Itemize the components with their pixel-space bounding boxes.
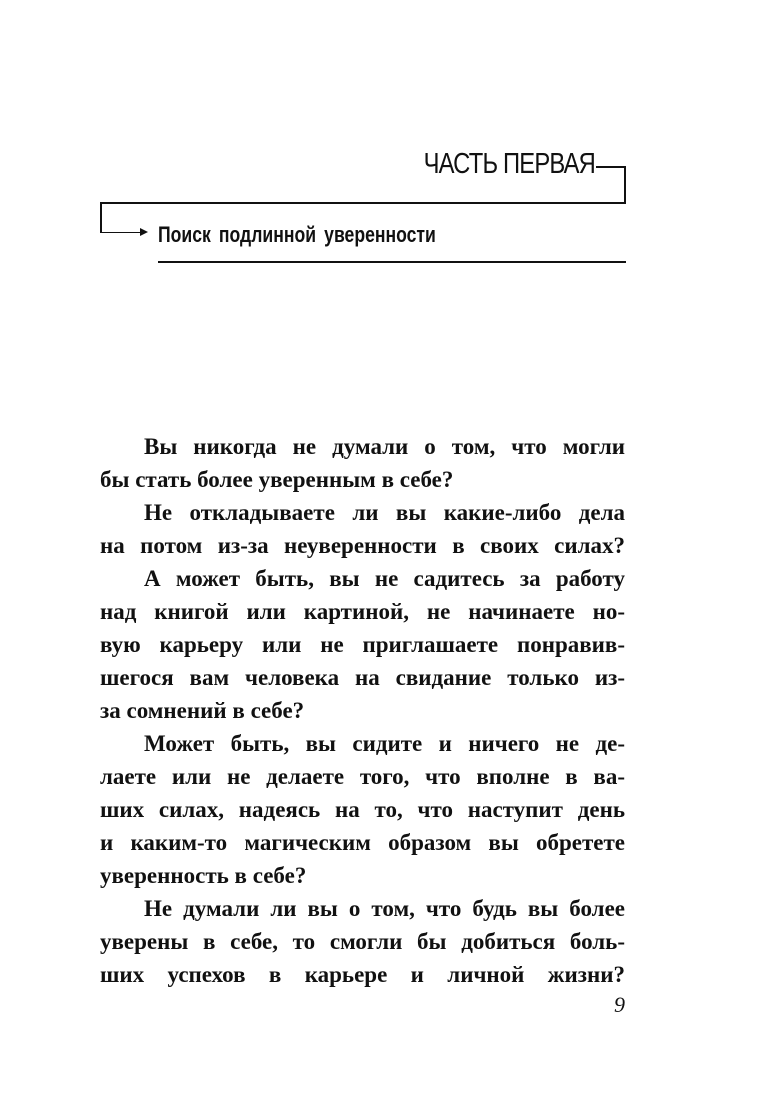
text-line: Не думали ли вы о том, что будь вы более: [144, 896, 625, 921]
text-line: вую карьеру или не приглашаете понравив-: [100, 632, 625, 657]
text-line: и каким-то магическим образом вы обретете: [100, 830, 625, 855]
text-line: шегося вам человека на свидание только из-: [100, 665, 625, 690]
text-line: Не откладываете ли вы какие-либо дела: [144, 500, 625, 525]
text-line: уверенность в себе?: [100, 863, 307, 888]
part-heading: ЧАСТЬ ПЕРВАЯ: [423, 148, 595, 180]
text-line: Вы никогда не думали о том, что могли: [144, 434, 625, 459]
chapter-title: Поиск подлинной уверенности: [158, 222, 436, 247]
text-line: Может быть, вы сидите и ничего не де-: [144, 731, 625, 756]
text-line: ших силах, надеясь на то, что наступит день: [100, 797, 625, 822]
body-text: [100, 430, 625, 991]
title-underline: [158, 261, 626, 263]
arrow-icon: [140, 228, 148, 236]
text-line: на потом из-за неуверенности в своих силах?: [100, 533, 625, 558]
text-line: бы стать более уверенным в себе?: [100, 467, 454, 492]
text-line: ших успехов в карьере и личной жизни?: [100, 962, 625, 987]
text-line: за сомнений в себе?: [100, 698, 305, 723]
text-line: А может быть, вы не садитесь за работу: [144, 566, 625, 591]
text-line: уверены в себе, то смогли бы добиться боль-: [100, 929, 625, 954]
text-line: лаете или не делаете того, что вполне в ва-: [100, 764, 625, 789]
text-line: над книгой или картиной, не начинаете но-: [100, 599, 625, 624]
page-number: 9: [614, 992, 625, 1017]
